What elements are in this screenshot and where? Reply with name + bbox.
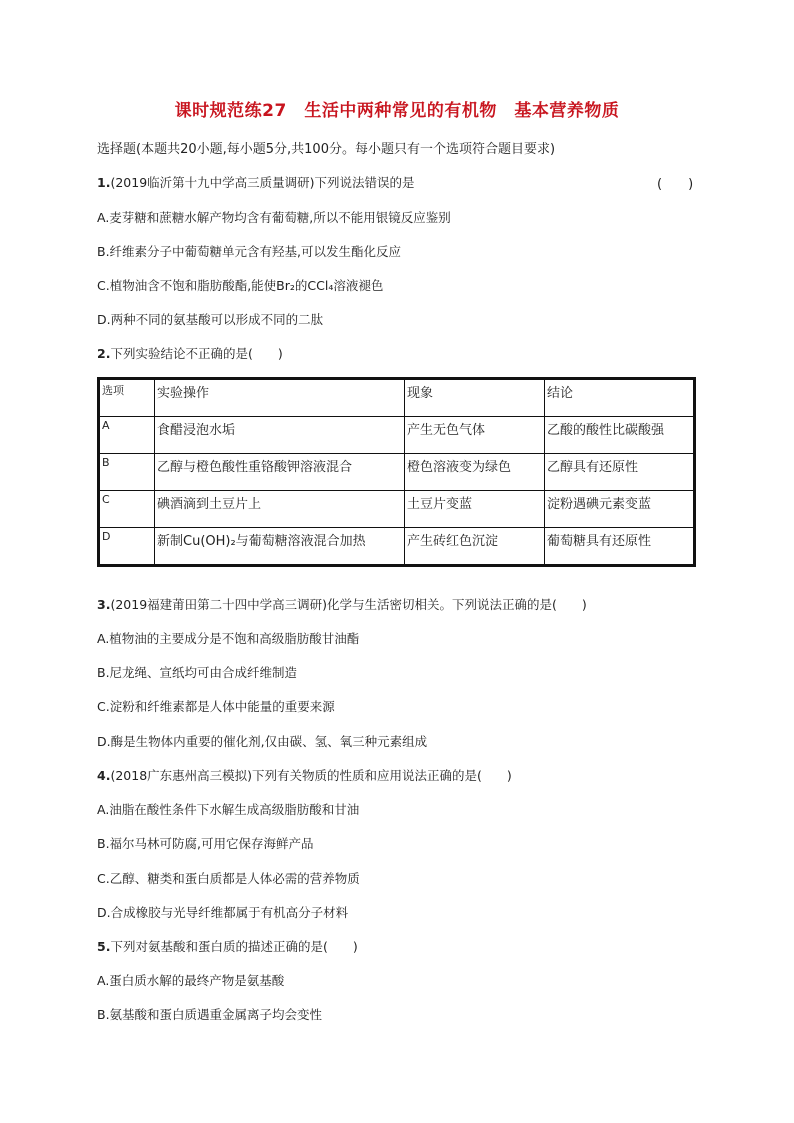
- table-header-row: [99, 379, 695, 417]
- table-cell: 新制Cu(OH)₂与葡萄糖溶液混合加热: [155, 528, 405, 566]
- question-text: (2019福建莆田第二十四中学高三调研)化学与生活密切相关。下列说法正确的是( ): [110, 597, 587, 612]
- option-b: B.纤维素分子中葡萄糖单元含有羟基,可以发生酯化反应: [97, 244, 402, 259]
- question-number: 2.: [97, 346, 111, 361]
- table-row: [99, 417, 695, 454]
- table-cell: C: [99, 491, 155, 528]
- question-number: 1.: [97, 175, 111, 190]
- table-cell: 土豆片变蓝: [405, 491, 545, 528]
- table-cell: 产生砖红色沉淀: [405, 528, 545, 566]
- table-row: [99, 454, 695, 491]
- table-row: [99, 528, 695, 566]
- option-c: C.淀粉和纤维素都是人体中能量的重要来源: [97, 699, 335, 714]
- question-text: 下列对氨基酸和蛋白质的描述正确的是( ): [110, 939, 358, 954]
- table-cell: 碘酒滴到土豆片上: [155, 491, 405, 528]
- option-d: D.两种不同的氨基酸可以形成不同的二肽: [97, 312, 324, 327]
- table-header-cell: 选项: [99, 379, 155, 417]
- option-a: A.植物油的主要成分是不饱和高级脂肪酸甘油酯: [97, 631, 360, 646]
- option-a: A.麦芽糖和蔗糖水解产物均含有葡萄糖,所以不能用银镜反应鉴别: [97, 210, 451, 225]
- question-2-stem: [97, 344, 283, 362]
- option-a: A.油脂在酸性条件下水解生成高级脂肪酸和甘油: [97, 802, 360, 817]
- option-d: D.酶是生物体内重要的催化剂,仅由碳、氢、氧三种元素组成: [97, 734, 428, 749]
- question-number: 3.: [97, 597, 111, 612]
- table-cell: B: [99, 454, 155, 491]
- table-cell: 食醋浸泡水垢: [155, 417, 405, 454]
- table-cell: D: [99, 528, 155, 566]
- question-1-stem: [97, 173, 415, 191]
- option-b: B.福尔马林可防腐,可用它保存海鲜产品: [97, 836, 314, 851]
- option-d: D.合成橡胶与光导纤维都属于有机高分子材料: [97, 905, 349, 920]
- section-intro: 选择题(本题共20小题,每小题5分,共100分。每小题只有一个选项符合题目要求): [97, 142, 556, 157]
- page-title: 课时规范练27 生活中两种常见的有机物 基本营养物质: [174, 101, 620, 121]
- question-4-stem: [97, 766, 512, 784]
- question-text: 下列实验结论不正确的是( ): [110, 346, 283, 361]
- table-cell: 乙醇与橙色酸性重铬酸钾溶液混合: [155, 454, 405, 491]
- table-cell: 乙醇具有还原性: [545, 454, 695, 491]
- table-cell: 产生无色气体: [405, 417, 545, 454]
- option-c: C.植物油含不饱和脂肪酸酯,能使Br₂的CCl₄溶液褪色: [97, 278, 384, 293]
- table-row: [99, 491, 695, 528]
- table-cell: 葡萄糖具有还原性: [545, 528, 695, 566]
- question-5-stem: [97, 937, 358, 955]
- option-b: B.氨基酸和蛋白质遇重金属离子均会变性: [97, 1007, 323, 1022]
- answer-paren: ( ): [657, 177, 694, 192]
- table-header-cell: 现象: [405, 379, 545, 417]
- table-cell: 乙酸的酸性比碳酸强: [545, 417, 695, 454]
- table-cell: A: [99, 417, 155, 454]
- table-cell: 淀粉遇碘元素变蓝: [545, 491, 695, 528]
- question-3-stem: [97, 595, 587, 613]
- option-c: C.乙醇、糖类和蛋白质都是人体必需的营养物质: [97, 871, 360, 886]
- option-b: B.尼龙绳、宣纸均可由合成纤维制造: [97, 665, 298, 680]
- experiment-table: [97, 377, 696, 567]
- question-text: (2019临沂第十九中学高三质量调研)下列说法错误的是: [110, 175, 415, 190]
- table-header-cell: 结论: [545, 379, 695, 417]
- option-a: A.蛋白质水解的最终产物是氨基酸: [97, 973, 285, 988]
- question-text: (2018广东惠州高三模拟)下列有关物质的性质和应用说法正确的是( ): [110, 768, 512, 783]
- question-number: 5.: [97, 939, 111, 954]
- table-header-cell: 实验操作: [155, 379, 405, 417]
- question-number: 4.: [97, 768, 111, 783]
- table-cell: 橙色溶液变为绿色: [405, 454, 545, 491]
